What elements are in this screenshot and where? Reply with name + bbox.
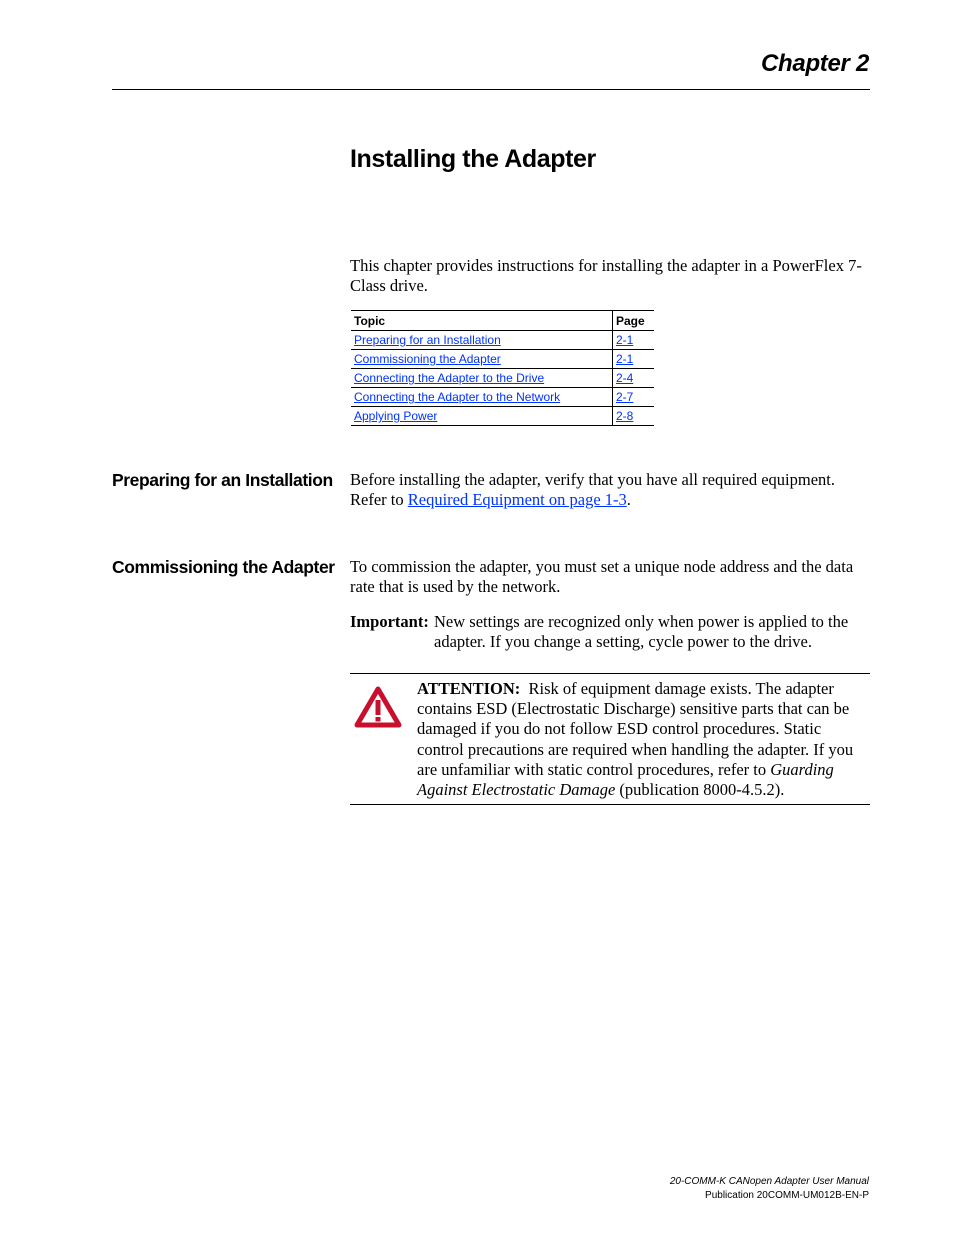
toc-page-link[interactable]: 2-4: [616, 371, 634, 385]
toc-link-commissioning[interactable]: Commissioning the Adapter: [354, 352, 501, 366]
attention-label: ATTENTION:: [417, 679, 521, 698]
table-row: [351, 331, 654, 350]
section-heading-preparing: Preparing for an Installation: [112, 470, 333, 490]
preparing-paragraph: [350, 470, 870, 510]
section-heading-commissioning: Commissioning the Adapter: [112, 557, 335, 577]
attention-reference: Guarding Against Electrostatic Damage: [417, 759, 834, 800]
important-label: Important:: [350, 612, 429, 631]
table-row: [351, 407, 654, 426]
warning-triangle-icon: [354, 686, 402, 733]
toc-page-link[interactable]: 2-8: [616, 409, 634, 423]
toc-page-link[interactable]: 2-1: [616, 352, 634, 366]
table-row: [351, 388, 654, 407]
table-row: [351, 369, 654, 388]
footer-manual-title: 20-COMM-K CANopen Adapter User Manual: [669, 1176, 869, 1187]
toc-page-link[interactable]: 2-1: [616, 333, 634, 347]
preparing-text: Before installing the adapter, verify that you have all required equipment. Refer to: [350, 470, 836, 509]
toc-link-preparing[interactable]: Preparing for an Installation: [354, 333, 501, 347]
attention-box: [350, 673, 870, 805]
topic-table: [351, 310, 654, 426]
topic-column-header: Topic: [351, 311, 613, 331]
attention-body-end: (publication 8000-4.5.2).: [615, 780, 785, 800]
topic-table-header-row: [351, 311, 654, 331]
preparing-text-end: .: [626, 490, 631, 509]
table-row: [351, 350, 654, 369]
attention-text: [417, 679, 870, 800]
toc-link-connecting-network[interactable]: Connecting the Adapter to the Network: [354, 390, 561, 404]
footer-publication: Publication 20COMM-UM012B-EN-P: [705, 1190, 869, 1201]
header-rule: [112, 89, 870, 90]
attention-body: Risk of equipment damage exists. The adapter contains ESD (Electrostatic Discharge) sensitive parts that can be damaged if you do not follow ESD control procedures. Static control precautions are required when handling the adapter. If you are unfamiliar with static control procedures, refer to: [417, 679, 854, 779]
toc-link-applying-power[interactable]: Applying Power: [354, 409, 438, 423]
required-equipment-link[interactable]: Required Equipment on page 1-3: [407, 490, 627, 509]
commissioning-paragraph: To commission the adapter, you must set a unique node address and the data rate that is used by the network.: [350, 557, 854, 596]
page-column-header: Page: [613, 311, 655, 331]
intro-paragraph: This chapter provides instructions for installing the adapter in a PowerFlex 7-Class drive.: [350, 256, 862, 295]
toc-page-link[interactable]: 2-7: [616, 390, 634, 404]
chapter-label: Chapter 2: [761, 50, 869, 77]
important-text: New settings are recognized only when power is applied to the adapter. If you change a setting, cycle power to the drive.: [434, 612, 849, 651]
footer: [670, 1175, 869, 1203]
important-note: [350, 612, 870, 652]
page-title: Installing the Adapter: [350, 145, 596, 173]
toc-link-connecting-drive[interactable]: Connecting the Adapter to the Drive: [354, 371, 545, 385]
